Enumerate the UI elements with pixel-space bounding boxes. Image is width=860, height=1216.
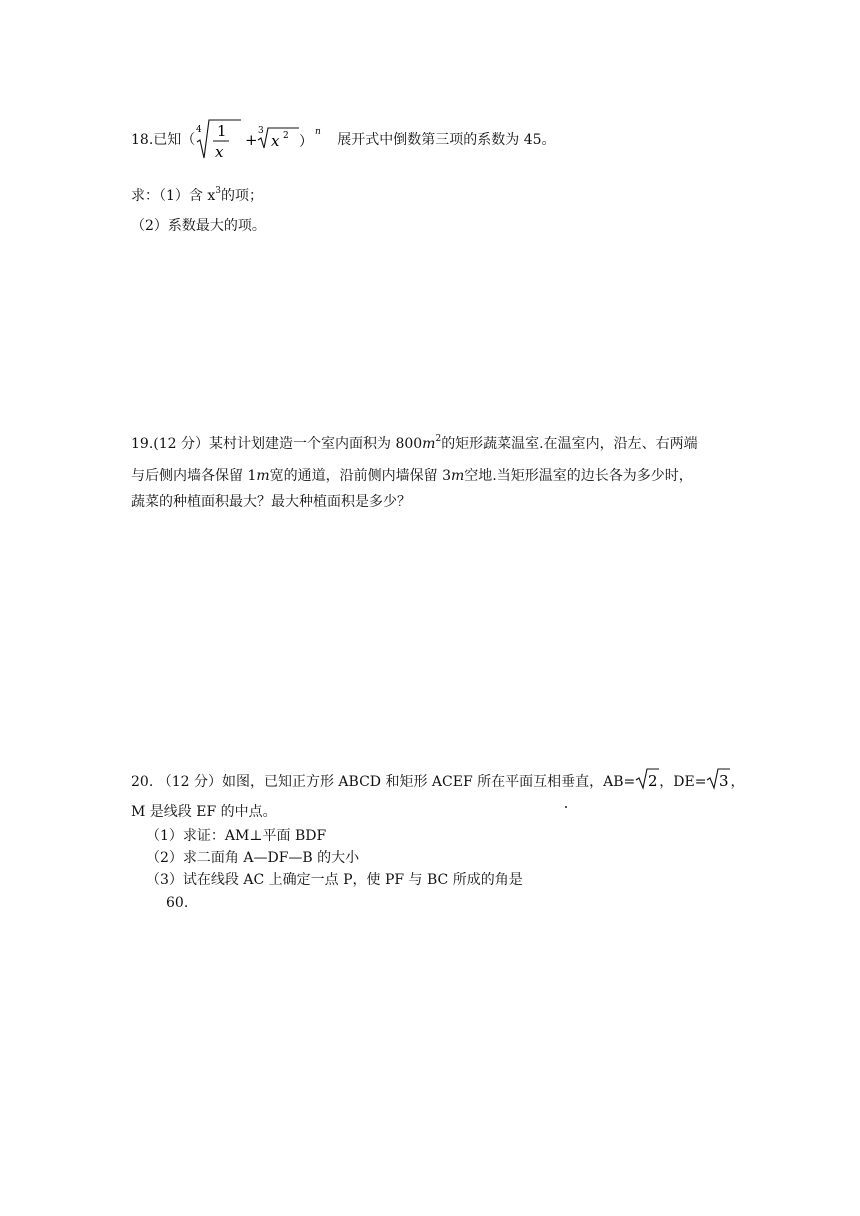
sqrt-de-radical bbox=[706, 768, 730, 790]
binomial-expression-svg bbox=[195, 118, 337, 162]
problem-19-line2-a: 与后侧内墙各保留 1 bbox=[131, 468, 257, 484]
problem-18-prefix: 18.已知（ bbox=[131, 132, 196, 148]
root3-index: 3 bbox=[258, 126, 264, 136]
binomial-expression bbox=[195, 118, 337, 162]
problem-20-item2: （2）求二面角 A—DF—B 的大小 bbox=[146, 850, 360, 866]
root4-index: 4 bbox=[196, 125, 202, 135]
problem-19-line2-c: 空地.当矩形温室的边长各为多少时， bbox=[464, 468, 693, 484]
sqrt-ab bbox=[635, 768, 659, 790]
area-unit-exponent: 2 bbox=[435, 434, 442, 444]
problem-18-statement bbox=[131, 118, 556, 162]
length-unit-2: m bbox=[451, 468, 465, 484]
problem-19-line1 bbox=[131, 434, 698, 454]
problem-18-ask-exponent: 3 bbox=[215, 186, 221, 196]
problem-20-line1-c: ， bbox=[730, 774, 745, 790]
sqrt-de bbox=[706, 768, 730, 790]
stray-dot bbox=[565, 806, 567, 808]
sqrt-ab-radical bbox=[635, 768, 659, 790]
problem-19-line2 bbox=[131, 466, 693, 486]
problem-19-line2-b: 宽的通道，沿前侧内墙保留 3 bbox=[269, 468, 451, 484]
fraction-denominator: x bbox=[215, 143, 224, 161]
fraction-numerator: 1 bbox=[217, 122, 227, 140]
radicand-base: x bbox=[271, 132, 280, 150]
problem-19-line1-a: 19.(12 分）某村计划建造一个室内面积为 800 bbox=[131, 436, 423, 452]
problem-20-item3-cont: 60. bbox=[166, 895, 189, 911]
sqrt-de-value: 3 bbox=[719, 772, 729, 790]
problem-18-ask bbox=[131, 186, 263, 206]
problem-19-line3: 蔬菜的种植面积最大？最大种植面积是多少？ bbox=[131, 494, 411, 510]
problem-18-part2: （2）系数最大的项。 bbox=[131, 218, 266, 234]
problem-20-line1-a: 20. （12 分）如图，已知正方形 ABCD 和矩形 ACEF 所在平面互相垂直，AB= bbox=[131, 774, 636, 790]
radicand-exponent: 2 bbox=[283, 131, 289, 141]
problem-20-item3: （3）试在线段 AC 上确定一点 P，使 PF 与 BC 所成的角是 bbox=[146, 872, 523, 888]
problem-20-line2: M 是线段 EF 的中点。 bbox=[131, 804, 277, 820]
problem-20-line1 bbox=[131, 768, 744, 794]
problem-20-item1: （1）求证：AM⊥平面 BDF bbox=[146, 828, 327, 844]
area-unit: m bbox=[422, 436, 436, 452]
plus-sign: + bbox=[245, 131, 258, 149]
outer-exponent: n bbox=[315, 127, 322, 137]
problem-19-line1-b: 的矩形蔬菜温室.在温室内，沿左、右两端 bbox=[441, 436, 698, 452]
problem-18-suffix: 展开式中倒数第三项的系数为 45。 bbox=[337, 132, 556, 148]
closing-paren: ） bbox=[299, 134, 314, 150]
problem-20-line1-b: ，DE= bbox=[659, 774, 707, 790]
length-unit-1: m bbox=[256, 468, 270, 484]
problem-18-ask-end: 的项； bbox=[221, 188, 263, 204]
sqrt-ab-value: 2 bbox=[648, 772, 658, 790]
problem-18-ask-text: 求：（1）含 x bbox=[131, 188, 216, 204]
